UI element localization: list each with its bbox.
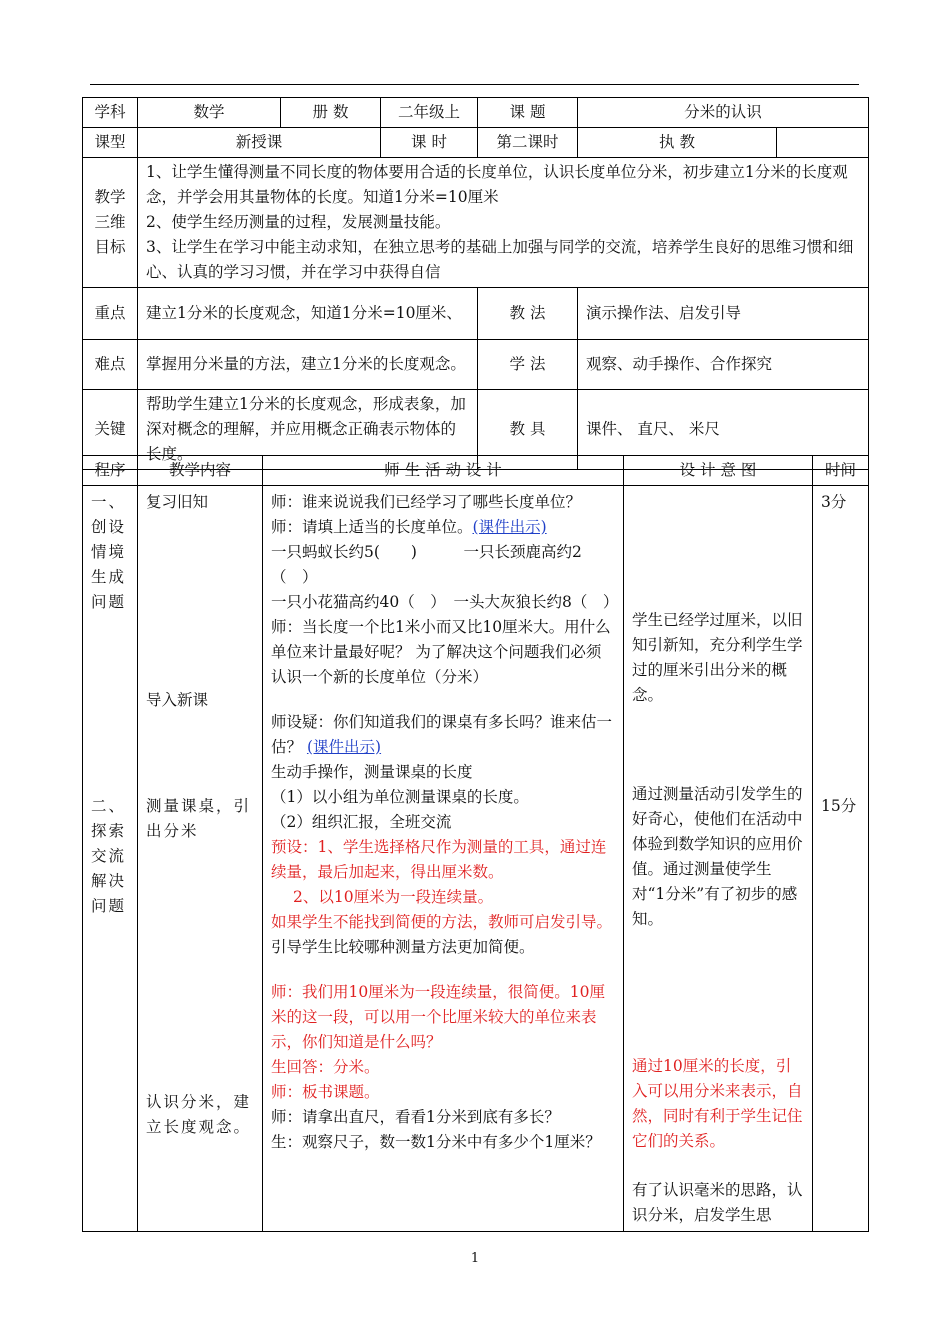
difficulty-text: 掌握用分米量的方法，建立1分米的长度观念。 [138, 340, 478, 390]
learn-method-value: 观察、动手操作、合作探究 [578, 340, 869, 390]
activity-text: 师设疑：你们知道我们的课桌有多长吗？谁来估一估？ [271, 713, 613, 756]
keypoint-label: 重点 [83, 288, 138, 340]
activity-line: 师：当长度一个比1米小而又比10厘米大。用什么单位来计量最好呢？ 为了解决这个问题我们必须认识一个新的长度单位（分米） [271, 618, 611, 686]
goal-line-3: 3、让学生在学习中能主动求知，在独立思考的基础上加强与同学的交流，培养学生良好的思维习惯和细心、认真的学习习惯，并在学习中获得自信 [146, 238, 854, 281]
col-intent: 设 计 意 图 [624, 456, 813, 486]
activity-line-red: 2、以10厘米为一段连续量。 [293, 888, 494, 906]
topic-value: 分米的认识 [578, 98, 869, 128]
goals-label: 教学三维目标 [83, 158, 138, 288]
activity-line: 生：观察尺子，数一数1分米中有多少个1厘米？ [271, 1133, 601, 1151]
intent-cell [624, 486, 813, 1232]
keypoint-text: 建立1分米的长度观念，知道1分米=10厘米、 [138, 288, 478, 340]
teacher-label: 执 教 [578, 128, 777, 158]
activity-line [271, 515, 615, 540]
activity-line-red: 如果学生不能找到简便的方法，教师可启发引导。 [271, 913, 613, 931]
period-value: 第二课时 [478, 128, 578, 158]
intent-4: 有了认识毫米的思路，认识分米，启发学生思 [632, 1181, 803, 1224]
goal-line-2: 2、使学生经历测量的过程，发展测量技能。 [146, 213, 451, 231]
volume-label: 册 数 [281, 98, 381, 128]
courseware-link[interactable]: (课件出示) [306, 738, 382, 756]
activity-line: 一只蚂蚁长约5( ) 一只长颈鹿高约2（ ） [271, 543, 582, 586]
learn-method-label: 学 法 [478, 340, 578, 390]
col-step: 程序 [83, 456, 138, 486]
goals-cell [138, 158, 869, 288]
process-table [82, 455, 869, 1232]
content-intro: 导入新课 [146, 691, 209, 709]
content-review: 复习旧知 [146, 493, 209, 511]
intent-3: 通过10厘米的长度，引入可以用分米来表示，自然，同时有利于学生记住它们的关系。 [632, 1057, 803, 1150]
activity-cell [263, 486, 624, 1232]
type-label: 课型 [83, 128, 138, 158]
courseware-link[interactable]: (课件出示) [472, 518, 547, 536]
time-cell [813, 486, 869, 1232]
teacher-value [777, 128, 869, 158]
tools-label: 教 具 [478, 390, 578, 470]
activity-line: 引导学生比较哪种测量方法更加简便。 [271, 938, 535, 956]
activity-line-red: 生回答：分米。 [271, 1058, 380, 1076]
key-label: 关键 [83, 390, 138, 470]
content-cell [138, 486, 263, 1232]
activity-line-red: 预设：1、学生选择格尺作为测量的工具，通过连续量，最后加起来，得出厘米数。 [271, 838, 607, 881]
activity-line: 生动手操作，测量课桌的长度 [271, 763, 473, 781]
col-activity: 师 生 活 动 设 计 [263, 456, 624, 486]
difficulty-label: 难点 [83, 340, 138, 390]
time-stage1: 3分 [821, 493, 847, 511]
lesson-info-table [82, 97, 869, 470]
teach-method-label: 教 法 [478, 288, 578, 340]
activity-line: （2）组织汇报，全班交流 [271, 813, 452, 831]
step-cell [83, 486, 138, 1232]
tools-value: 课件、 直尺、 米尺 [578, 390, 869, 470]
activity-line: 师：谁来说说我们已经学习了哪些长度单位？ [271, 493, 582, 511]
content-measure: 测量课桌，引出分米 [146, 797, 252, 840]
activity-line-red: 师：板书课题。 [271, 1083, 380, 1101]
period-label: 课 时 [381, 128, 478, 158]
content-recognize: 认识分米，建立长度观念。 [146, 1093, 252, 1136]
stage1-step: 一、创设情境生成问题 [91, 493, 127, 611]
type-value: 新授课 [138, 128, 381, 158]
col-content: 教学内容 [138, 456, 263, 486]
activity-line [271, 710, 615, 760]
teach-method-value: 演示操作法、启发引导 [578, 288, 869, 340]
intent-2: 通过测量活动引发学生的好奇心，使他们在活动中体验到数学知识的应用价值。通过测量使学生对“1分米”有了初步的感知。 [632, 785, 803, 928]
time-stage2: 15分 [821, 797, 857, 815]
goal-line-1: 1、让学生懂得测量不同长度的物体要用合适的长度单位，认识长度单位分米，初步建立1分米的长度观念，并学会用其量物体的长度。知道1分米=10厘米 [146, 163, 848, 206]
header-rule [90, 84, 859, 85]
page-number: 1 [470, 1251, 480, 1266]
activity-line-red: 师：我们用10厘米为一段连续量，很简便。10厘米的这一段，可以用一个比厘米较大的单位来表示，你们知道是什么吗？ [271, 983, 605, 1051]
key-text: 帮助学生建立1分米的长度观念，形成表象，加深对概念的理解，并应用概念正确表示物体的长度。 [138, 390, 478, 470]
intent-1: 学生已经学过厘米，以旧知引新知，充分利学生学过的厘米引出分米的概念。 [632, 611, 803, 704]
activity-line: 一只小花猫高约40（ ） 一头大灰狼长约8（ ） [271, 593, 619, 611]
activity-line: （1）以小组为单位测量课桌的长度。 [271, 788, 529, 806]
subject-label: 学科 [83, 98, 138, 128]
topic-label: 课 题 [478, 98, 578, 128]
subject-value: 数学 [138, 98, 281, 128]
volume-value: 二年级上 [381, 98, 478, 128]
stage2-step: 二、探索交流解决问题 [91, 797, 127, 915]
col-time: 时间 [813, 456, 869, 486]
activity-text: 师：请填上适当的长度单位。 [271, 518, 473, 536]
activity-line: 师：请拿出直尺，看看1分米到底有多长？ [271, 1108, 560, 1126]
